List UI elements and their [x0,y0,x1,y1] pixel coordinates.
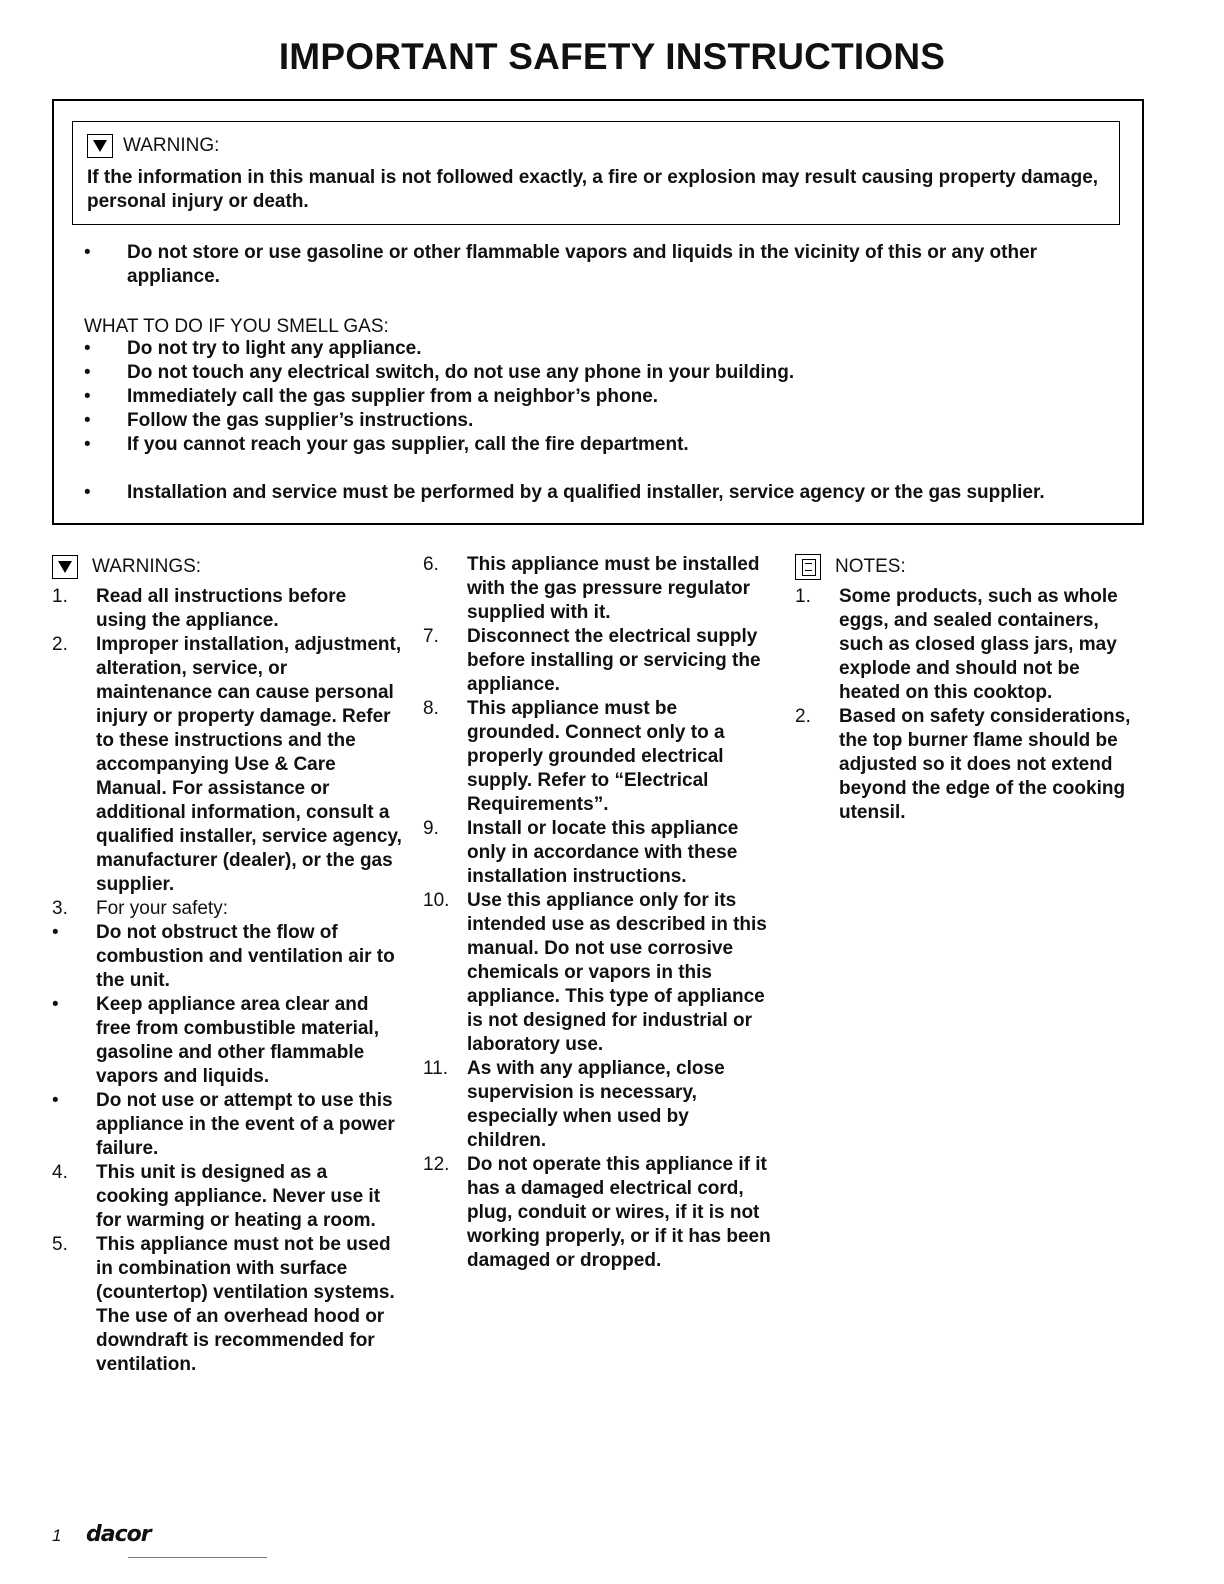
page-footer [52,1522,151,1547]
page-title: IMPORTANT SAFETY INSTRUCTIONS [278,36,946,77]
note-item [795,705,1145,825]
gasoline-bullet [84,241,1107,289]
smell-gas-item [84,409,1107,433]
warning-item [423,697,773,817]
installation-bullet [84,481,1107,505]
item-text: This unit is designed as a cooking appliance. Never use it for warming or heating a room. [96,1162,381,1231]
warnings-column-2 [423,553,773,1273]
warning-text: If the information in this manual is not followed exactly, a fire or explosion may result causing property damage, personal injury or death. [87,167,1099,212]
warnings-heading [52,553,402,581]
item-number: 4. [52,1162,68,1183]
item-number: 12. [423,1154,450,1175]
item-text: Use this appliance only for its intended use as described in this manual. Do not use corrosive chemicals or vapors in this appliance. This type of appliance is not designed for industrial or laboratory use. [467,890,767,1055]
item-number: 5. [52,1234,68,1255]
warning-item [52,1233,402,1377]
item-number: 1. [52,586,68,607]
warning-item [52,897,402,921]
item-number: 10. [423,890,450,911]
item-number: 2. [795,706,811,727]
bullet-text: Immediately call the gas supplier from a neighbor’s phone. [127,386,659,407]
warning-item [52,585,402,633]
warning-item [423,553,773,625]
notes-label: NOTES: [835,556,906,577]
bullet-symbol: • [52,994,59,1015]
warning-item [423,625,773,697]
warning-item [423,1153,773,1273]
safety-sub-bullet [52,1089,402,1161]
bullet-text: Follow the gas supplier’s instructions. [127,410,474,431]
item-text: Some products, such as whole eggs, and sealed containers, such as closed glass jars, may explode and should not be heated on this cooktop. [839,586,1118,703]
warning-icon [87,134,113,158]
item-number: 9. [423,818,439,839]
warning-heading [87,134,219,158]
warning-item [52,633,402,897]
item-number: 1. [795,586,811,607]
bullet-symbol: • [84,482,91,503]
item-text: Read all instructions before using the appliance. [96,586,347,631]
bullet-symbol: • [52,922,59,943]
item-text: Do not operate this appliance if it has a damaged electrical cord, plug, conduit or wires, if it is not working properly, or if it has been damaged or dropped. [467,1154,771,1271]
bullet-symbol: • [84,386,91,407]
item-number: 11. [423,1058,449,1079]
bullet-text: If you cannot reach your gas supplier, call the fire department. [127,434,689,455]
warnings-column-1 [52,553,402,1377]
bullet-symbol: • [84,434,91,455]
item-text: Based on safety considerations, the top burner flame should be adjusted so it does not extend beyond the edge of the cooking utensil. [839,706,1131,823]
bullet-text: Do not try to light any appliance. [127,338,422,359]
footer-rule [128,1557,267,1558]
item-text: This appliance must be grounded. Connect only to a properly grounded electrical supply. Refer to “Electrical Requirements”. [467,698,725,815]
safety-warning-box [52,99,1144,525]
item-number: 6. [423,554,439,575]
note-item [795,585,1145,705]
warning-callout [72,121,1120,225]
bullet-symbol: • [84,242,91,263]
warning-label: WARNING: [123,135,220,156]
item-text: This appliance must not be used in combination with surface (countertop) ventilation systems. The use of an overhead hood or downdraft is recommended for ventilation. [96,1234,395,1375]
safety-sub-bullet [52,921,402,993]
page-number: 1 [52,1526,62,1545]
notes-column [795,553,1145,825]
bullet-symbol: • [84,410,91,431]
warning-item [423,817,773,889]
item-text: This appliance must be installed with the gas pressure regulator supplied with it. [467,554,760,623]
bullet-symbol: • [52,1090,59,1111]
bullet-text: Installation and service must be performed by a qualified installer, service agency or the gas supplier. [127,482,1045,503]
item-text: Improper installation, adjustment, alteration, service, or maintenance can cause personal injury or property damage. Refer to these instructions and the accompanying Use & Care Manual. For assistance or additional information, consult a qualified installer, service agency, manufacturer (dealer), or the gas supplier. [96,634,402,895]
item-number: 3. [52,898,68,919]
item-text: As with any appliance, close supervision is necessary, especially when used by children. [467,1058,725,1151]
warning-icon [52,555,78,579]
smell-gas-item [84,361,1107,385]
item-number: 2. [52,634,68,655]
warnings-label: WARNINGS: [92,556,202,577]
bullet-text: Do not store or use gasoline or other flammable vapors and liquids in the vicinity of this or any other appliance. [127,242,1038,287]
warning-item [52,1161,402,1233]
item-number: 8. [423,698,439,719]
safety-sub-bullet [52,993,402,1089]
item-number: 7. [423,626,439,647]
item-text: Do not use or attempt to use this appliance in the event of a power failure. [96,1090,395,1159]
item-text: Keep appliance area clear and free from combustible material, gasoline and other flammable vapors and liquids. [96,994,379,1087]
smell-gas-item [84,385,1107,409]
warning-item [423,889,773,1057]
item-text: Disconnect the electrical supply before installing or servicing the appliance. [467,626,761,695]
warning-item [423,1057,773,1153]
bullet-symbol: • [84,362,91,383]
bullet-text: Do not touch any electrical switch, do not use any phone in your building. [127,362,795,383]
item-text: Install or locate this appliance only in accordance with these installation instructions. [467,818,739,887]
item-text: For your safety: [96,898,228,919]
smell-gas-heading: WHAT TO DO IF YOU SMELL GAS: [84,316,389,337]
smell-gas-item [84,337,1107,361]
brand-logo: dacor [86,1522,151,1547]
smell-gas-item [84,433,1107,457]
bullet-symbol: • [84,338,91,359]
item-text: Do not obstruct the flow of combustion and ventilation air to the unit. [96,922,395,991]
note-icon [795,554,821,580]
notes-heading [795,553,1145,581]
